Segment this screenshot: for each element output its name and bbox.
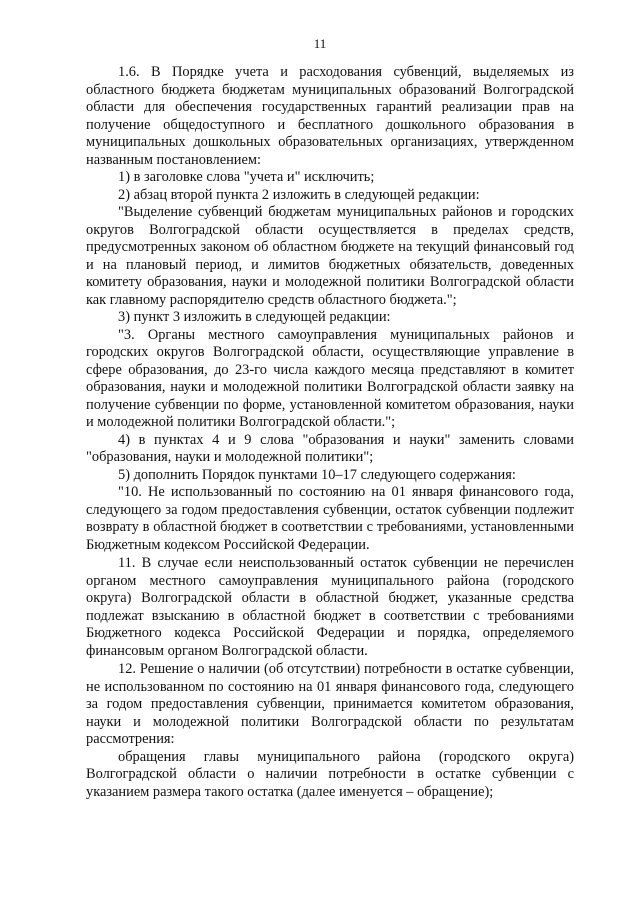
paragraph-point-10: "10. Не использованный по состоянию на 01 января финансового года, следующего за годом предоставления субвенции, остаток субвенции подлежит возврату в областной бюджет в соответствии с требованиями, установленными Бюджетным кодексом Российской Федерации. bbox=[86, 484, 574, 553]
paragraph-item-5: 5) дополнить Порядок пунктами 10–17 следующего содержания: bbox=[118, 466, 516, 483]
page-number: 11 bbox=[313, 36, 327, 51]
paragraph-item-2: 2) абзац второй пункта 2 изложить в следующей редакции: bbox=[118, 186, 480, 203]
paragraph-item-4: 4) в пунктах 4 и 9 слова "образования и науки" заменить словами "образования, науки и молодежной политики"; bbox=[86, 431, 574, 465]
paragraph-item-1: 1) в заголовке слова "учета и" исключить; bbox=[118, 169, 375, 185]
document-body bbox=[86, 64, 574, 801]
paragraph-appeal: обращения главы муниципального района (городского округа) Волгоградской области о наличии потребности в остатке субвенции с указанием размера такого остатка (далее именуется – обращение); bbox=[86, 748, 574, 800]
paragraph-quote-point-2: "Выделение субвенций бюджетам муниципальных районов и городских округов Волгоградской области осуществляется в пределах средств, предусмотренных законом об областном бюджете на текущий финансовый год и на плановый период, и лимитов бюджетных обязательств, доведенных комитету образования, науки и молодежной политики Волгоградской области как главному распорядителю средств областного бюджета."; bbox=[86, 204, 574, 308]
paragraph-point-12: 12. Решение о наличии (об отсутствии) потребности в остатке субвенции, не использованном по состоянию на 01 января финансового года, следующего за годом предоставления субвенции, принимается комитетом образования, науки и молодежной политики Волгоградской области по результатам рассмотрения: bbox=[86, 661, 574, 747]
paragraph-quote-point-3: "3. Органы местного самоуправления муниципальных районов и городских округов Волгоградской области, осуществляющие управление в сфере образования, до 23-го числа каждого месяца представляют в комитет образования, науки и молодежной политики Волгоградской области заявку на получение субвенции по форме, установленной комитетом образования, науки и молодежной политики Волгоградской области."; bbox=[86, 326, 574, 430]
paragraph-point-11: 11. В случае если неиспользованный остаток субвенции не перечислен органом местного самоуправления муниципального района (городского округа) Волгоградской области в областной бюджет, указанные средства подлежат взысканию в областной бюджет в соответствии с требованиями Бюджетного кодекса Российской Федерации и порядка, определяемого финансовым органом Волгоградской области. bbox=[86, 555, 574, 659]
paragraph-1-6: 1.6. В Порядке учета и расходования субвенций, выделяемых из областного бюджета бюджетам муниципальных образований Волгоградской области для обеспечения государственных гарантий реализации прав на получение общедоступного и бесплатного дошкольного образования в муниципальных дошкольных образовательных организациях, утвержденном названным постановлением: bbox=[86, 64, 574, 168]
paragraph-item-3: 3) пункт 3 изложить в следующей редакции: bbox=[118, 309, 391, 325]
